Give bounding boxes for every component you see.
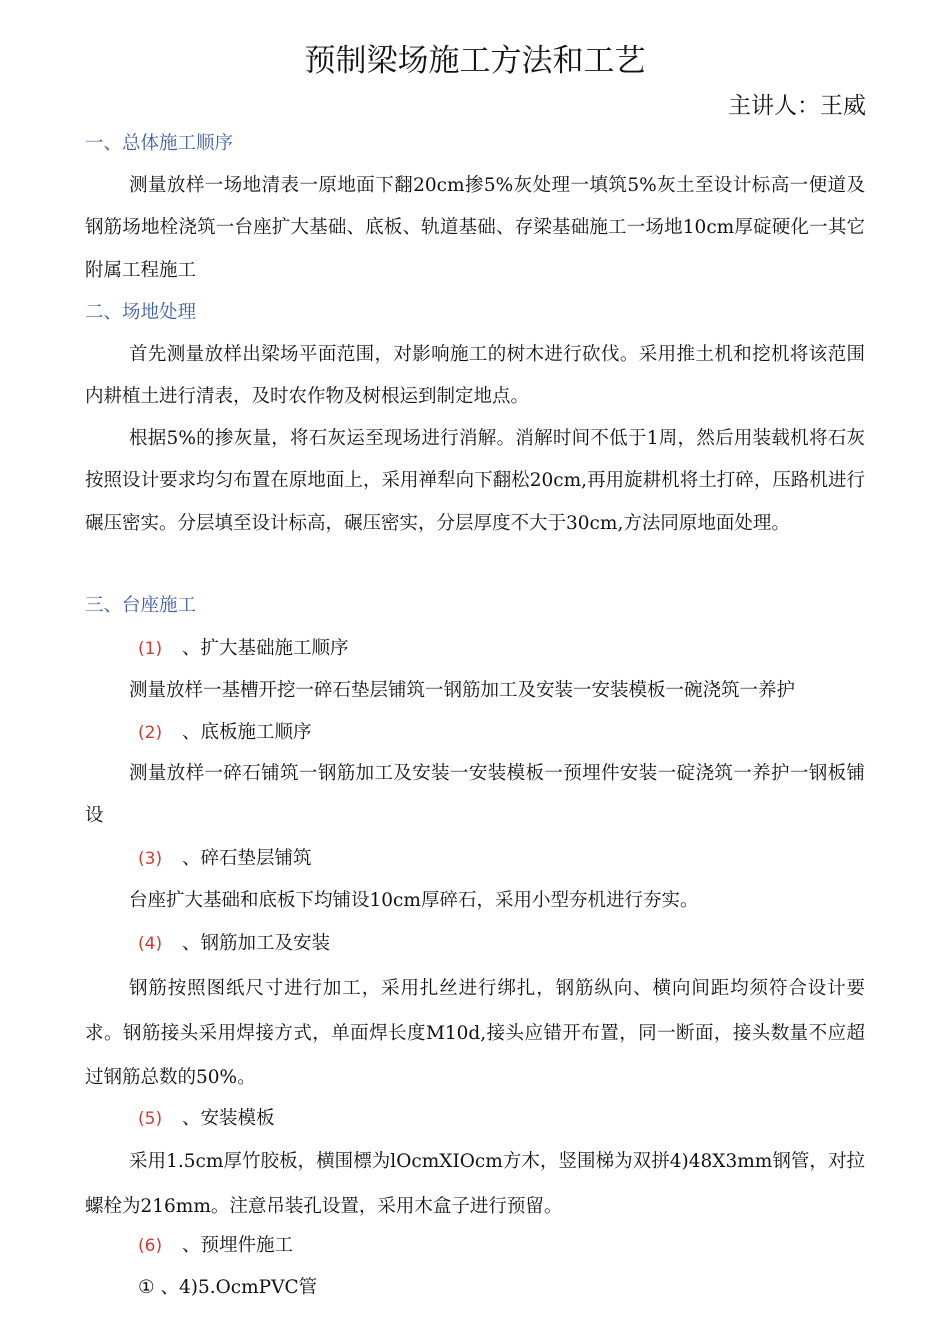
subsection-1-text: 测量放样一基槽开挖一碎石垫层铺筑一钢筋加工及安装一安装模板一碗浇筑一养护: [129, 680, 796, 701]
subsection-label: 、钢筋加工及安装: [182, 933, 331, 954]
subsection-number: (4): [138, 934, 163, 954]
subsection-3-text: 台座扩大基础和底板下均铺设10cm厚碎石，采用小型夯机进行夯实。: [129, 890, 699, 911]
subsection-heading-5: [138, 1104, 275, 1134]
subsection-label: 、碎石垫层铺筑: [182, 848, 312, 869]
subsection-number: (1): [138, 639, 163, 659]
subsection-heading-4: [138, 929, 330, 959]
subsection-5-text: 采用1.5cm厚竹胶板，横围標为lOcmXIOcm方木，竖围梯为双拼4)48X3mm钢管，对拉螺栓为216mm。注意吊装孔设置，采用木盒子进行预留。: [85, 1151, 865, 1217]
subsection-heading-3: [138, 844, 312, 874]
subsection-4-text: 钢筋按照图纸尺寸进行加工，采用扎丝进行绑扎，钢筋纵向、横向间距均须符合设计要求。钢筋接头采用焊接方式，单面焊长度M10d,接头应错开布置，同一断面，接头数量不应超过钢筋总数的50%。: [85, 978, 865, 1088]
list-item-1: ① 、4)5.OcmPVC管: [138, 1277, 318, 1298]
section-heading-3: 三、台座施工: [85, 595, 197, 616]
section-2-paragraph-1: 首先测量放样出梁场平面范围，对影响施工的树木进行砍伐。采用推土机和挖机将该范围内耕植土进行清表，及时农作物及树根运到制定地点。: [85, 344, 865, 408]
section-1-paragraph: 测量放样一场地清表一原地面下翻20cm掺5%灰处理一填筑5%灰土至设计标高一便道及钢筋场地栓浇筑一台座扩大基础、底板、轨道基础、存梁基础施工一场地10cm厚碇硬化一其它附属工程施工: [85, 175, 865, 281]
section-2-paragraph-2: 根据5%的掺灰量，将石灰运至现场进行消解。消解时间不低于1周，然后用装载机将石灰按照设计要求均匀布置在原地面上，采用禅犁向下翻松20cm,再用旋耕机将土打碎，压路机进行碾压密实。分层填至设计标高，碾压密实，分层厚度不大于30cm,方法同原地面处理。: [85, 428, 865, 534]
subsection-number: (6): [138, 1236, 163, 1256]
subsection-label: 、扩大基础施工顺序: [182, 638, 349, 659]
subsection-label: 、底板施工顺序: [182, 722, 312, 743]
subsection-label: 、安装模板: [182, 1108, 275, 1129]
section-heading-1: 一、总体施工顺序: [85, 133, 234, 154]
subsection-number: (2): [138, 723, 163, 743]
subsection-heading-2: [138, 718, 312, 748]
subsection-label: 、预埋件施工: [182, 1235, 294, 1256]
subsection-number: (5): [138, 1109, 163, 1129]
subsection-heading-1: [138, 634, 349, 664]
section-heading-2: 二、场地处理: [85, 302, 197, 323]
speaker-line: 主讲人：王威: [728, 93, 866, 119]
subsection-heading-6: [138, 1231, 293, 1261]
page-title: 预制梁场施工方法和工艺: [304, 43, 646, 79]
subsection-2-text: 测量放样一碎石铺筑一钢筋加工及安装一安装模板一预埋件安装一碇浇筑一养护一钢板铺设: [85, 763, 865, 827]
subsection-number: (3): [138, 849, 163, 869]
